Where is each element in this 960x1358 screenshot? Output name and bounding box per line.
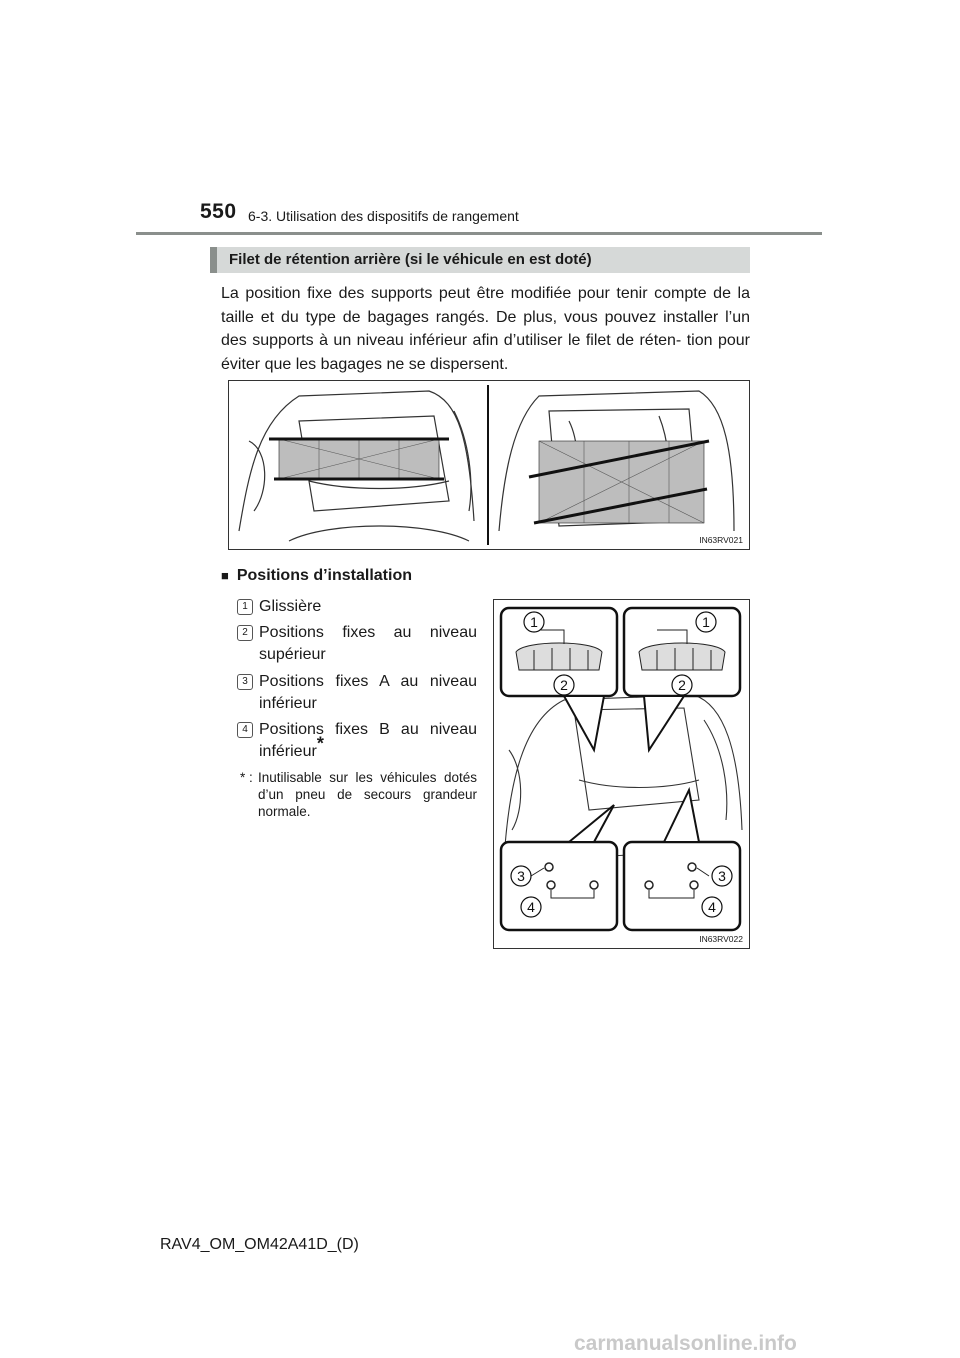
section-title: 6-3. Utilisation des dispositifs de rangement: [248, 208, 519, 224]
section-heading-bar: [210, 247, 750, 273]
section-heading: Filet de rétention arrière (si le véhicule en est doté): [229, 251, 592, 268]
installation-positions-drawing: [494, 600, 749, 948]
item-text: Glissière: [259, 598, 322, 615]
item-text: Positions fixes au niveau supérieur: [259, 624, 477, 663]
intro-paragraph: La position fixe des supports peut être modifiée pour tenir compte de la taille et du type de bagages rangés. De plus, vous pouvez installer l’un des supports à un niveau inférieur afin d’utiliser le filet de réten- tion pour éviter que les bagages ne se dispersent.: [221, 285, 750, 373]
footnote-mark: * :: [240, 770, 253, 785]
item-number-badge: 3: [237, 674, 253, 690]
list-item: [237, 596, 477, 618]
item-text: [259, 719, 477, 763]
list-item: [237, 671, 477, 715]
item-number-badge: 4: [237, 722, 253, 738]
figure-code: IN63RV022: [699, 934, 743, 944]
item-number-badge: 1: [237, 599, 253, 615]
item-text: Positions fixes A au niveau inférieur: [259, 673, 477, 712]
item-number-badge: 2: [237, 625, 253, 641]
callout-3: 3: [718, 868, 726, 884]
asterisk-mark: *: [316, 733, 324, 754]
callout-1: 1: [530, 614, 538, 630]
footnote: [240, 769, 477, 820]
document-code: RAV4_OM_OM42A41D_(D): [160, 1236, 359, 1253]
header-rule: [136, 232, 822, 235]
installation-heading-text: Positions d’installation: [236, 567, 412, 584]
figure-code: IN63RV021: [699, 535, 743, 545]
callout-4: 4: [527, 899, 535, 915]
callout-1: 1: [702, 614, 710, 630]
list-item: [237, 719, 477, 763]
footnote-text: Inutilisable sur les véhicules dotés d’un pneu de secours grandeur normale.: [258, 770, 477, 819]
installation-positions-illustration: [493, 599, 750, 949]
watermark: carmanualsonline.info: [574, 1332, 797, 1355]
callout-2: 2: [560, 677, 568, 693]
cargo-net-illustration: [228, 380, 750, 550]
list-item: [237, 622, 477, 666]
callout-2: 2: [678, 677, 686, 693]
callout-3: 3: [517, 868, 525, 884]
cargo-net-drawing: [229, 381, 749, 549]
bullet-square-icon: ■: [221, 568, 229, 583]
page-number: 550: [200, 200, 237, 223]
item-text-main: Positions fixes B au niveau inférieur: [259, 721, 477, 760]
callout-4: 4: [708, 899, 716, 915]
installation-heading: [221, 567, 412, 585]
